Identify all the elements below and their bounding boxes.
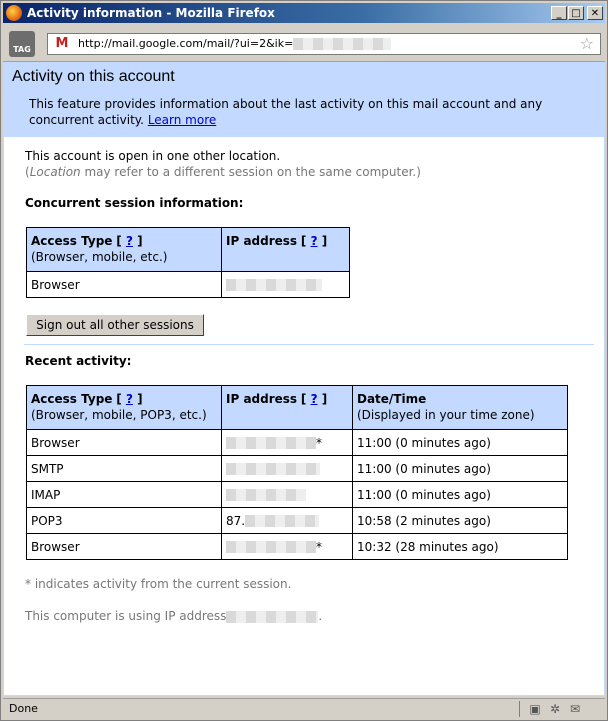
ip-prefix: 87. bbox=[226, 513, 246, 528]
activity-body bbox=[3, 136, 605, 696]
url-text bbox=[78, 37, 391, 50]
redacted-ip bbox=[245, 515, 319, 527]
ip-header bbox=[222, 386, 353, 430]
location-note bbox=[25, 165, 421, 179]
ip-cell bbox=[222, 508, 353, 534]
table-row bbox=[27, 534, 568, 560]
page-info-icon[interactable]: ▣ bbox=[529, 702, 541, 716]
concurrent-heading: Concurrent session information: bbox=[25, 196, 244, 210]
ip-cell bbox=[222, 430, 353, 456]
current-ip-label: This computer is using IP address bbox=[25, 609, 227, 623]
window-title: Activity information - Mozilla Firefox bbox=[27, 6, 275, 20]
access-cell: POP3 bbox=[27, 508, 222, 534]
bracket-close: ] bbox=[132, 234, 143, 248]
access-type-help-link[interactable]: ? bbox=[125, 234, 133, 248]
close-button[interactable]: ✕ bbox=[587, 6, 603, 20]
page-header bbox=[3, 62, 605, 136]
access-type-help-link[interactable]: ? bbox=[125, 392, 133, 406]
time-cell: 11:00 (0 minutes ago) bbox=[353, 482, 568, 508]
recent-activity-table bbox=[26, 385, 568, 560]
datetime-label: Date/Time bbox=[357, 392, 427, 406]
bracket-open: [ bbox=[116, 392, 126, 406]
minimize-button[interactable]: _ bbox=[551, 6, 567, 20]
tag-label: TAG bbox=[13, 45, 31, 54]
url-field[interactable] bbox=[47, 33, 601, 55]
access-type-label: Access Type bbox=[31, 392, 113, 406]
table-header-row bbox=[27, 386, 568, 430]
bracket-close: ] bbox=[317, 234, 328, 248]
access-cell: SMTP bbox=[27, 456, 222, 482]
url-toolbar bbox=[3, 27, 605, 62]
redacted-ip bbox=[226, 463, 320, 475]
ip-cell bbox=[222, 456, 353, 482]
status-separator bbox=[519, 701, 520, 717]
current-session-note: * indicates activity from the current session. bbox=[25, 577, 292, 591]
status-bar bbox=[3, 698, 605, 719]
access-type-sub: (Browser, mobile, POP3, etc.) bbox=[31, 408, 207, 422]
redacted-ip bbox=[226, 541, 316, 553]
table-row bbox=[27, 508, 568, 534]
header-description bbox=[29, 96, 589, 128]
redacted-ip bbox=[226, 611, 318, 623]
access-type-label: Access Type bbox=[31, 234, 113, 248]
ip-help-link[interactable]: ? bbox=[310, 392, 318, 406]
section-divider bbox=[24, 344, 594, 345]
redacted-ip bbox=[226, 437, 316, 449]
tag-icon[interactable] bbox=[9, 31, 35, 57]
period: . bbox=[318, 609, 323, 623]
firefox-icon bbox=[6, 5, 22, 21]
table-row bbox=[27, 272, 350, 298]
bracket-open: [ bbox=[300, 234, 311, 248]
access-type-sub: (Browser, mobile, etc.) bbox=[31, 250, 168, 264]
redacted-url bbox=[293, 38, 391, 50]
page-title: Activity on this account bbox=[12, 68, 175, 85]
gmail-favicon-icon: M bbox=[55, 36, 69, 51]
redacted-ip bbox=[226, 489, 306, 501]
current-session-marker: * bbox=[316, 539, 322, 554]
title-bar[interactable] bbox=[3, 3, 605, 23]
ip-help-link[interactable]: ? bbox=[310, 234, 318, 248]
table-header-row bbox=[27, 228, 350, 272]
ip-cell bbox=[222, 534, 353, 560]
access-cell: Browser bbox=[27, 534, 222, 560]
current-session-marker: * bbox=[316, 435, 322, 450]
learn-more-link[interactable]: Learn more bbox=[147, 113, 217, 127]
page-content bbox=[3, 62, 605, 696]
url-value: http://mail.google.com/mail/?ui=2&ik= bbox=[78, 37, 294, 50]
table-row bbox=[27, 482, 568, 508]
bookmark-star-icon[interactable]: ☆ bbox=[579, 34, 594, 53]
ip-header bbox=[222, 228, 350, 272]
status-text: Done bbox=[9, 702, 38, 715]
time-cell: 11:00 (0 minutes ago) bbox=[353, 456, 568, 482]
concurrent-table bbox=[26, 227, 350, 298]
bracket-open: [ bbox=[116, 234, 126, 248]
ip-label: IP address bbox=[226, 234, 298, 248]
ip-label: IP address bbox=[226, 392, 298, 406]
bracket-open: [ bbox=[300, 392, 311, 406]
mail-icon[interactable]: ✉ bbox=[569, 702, 581, 716]
time-cell: 11:00 (0 minutes ago) bbox=[353, 430, 568, 456]
datetime-header bbox=[353, 386, 568, 430]
time-cell: 10:32 (28 minutes ago) bbox=[353, 534, 568, 560]
location-note-rest: may refer to a different session on the same computer.) bbox=[80, 165, 421, 179]
access-cell: IMAP bbox=[27, 482, 222, 508]
access-cell: Browser bbox=[27, 430, 222, 456]
sign-out-sessions-button[interactable]: Sign out all other sessions bbox=[26, 314, 204, 336]
paren-open: ( bbox=[25, 165, 30, 179]
bracket-close: ] bbox=[317, 392, 328, 406]
access-type-header bbox=[27, 228, 222, 272]
access-type-header bbox=[27, 386, 222, 430]
current-ip-line bbox=[25, 609, 322, 623]
ip-cell bbox=[222, 272, 350, 298]
ip-cell bbox=[222, 482, 353, 508]
redacted-ip bbox=[226, 279, 322, 291]
open-locations-text: This account is open in one other location. bbox=[25, 149, 281, 163]
description-text: This feature provides information about the last activity on this mail account and any concurrent activity. bbox=[29, 97, 543, 127]
datetime-sub: (Displayed in your time zone) bbox=[357, 408, 535, 422]
maximize-button[interactable]: □ bbox=[568, 6, 584, 20]
time-cell: 10:58 (2 minutes ago) bbox=[353, 508, 568, 534]
table-row bbox=[27, 456, 568, 482]
settings-icon[interactable]: ✲ bbox=[549, 702, 561, 716]
bracket-close: ] bbox=[132, 392, 143, 406]
recent-activity-heading: Recent activity: bbox=[25, 354, 132, 368]
table-row bbox=[27, 430, 568, 456]
access-cell: Browser bbox=[27, 272, 222, 298]
location-em: Location bbox=[29, 165, 81, 179]
